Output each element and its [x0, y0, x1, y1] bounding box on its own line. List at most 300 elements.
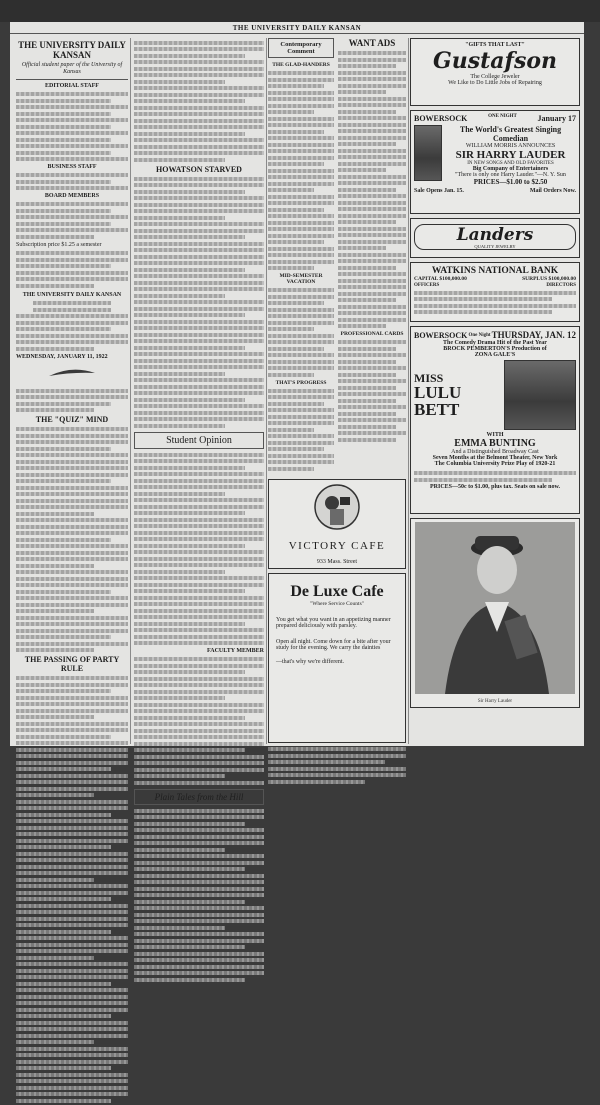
- text-line: [338, 227, 406, 231]
- deluxe-cafe-ad: [268, 573, 406, 743]
- text-line: [134, 550, 264, 554]
- text-line: [414, 304, 576, 308]
- quiz-mind-heading: THE "QUIZ" MIND: [35, 415, 109, 424]
- text-line: [16, 806, 128, 810]
- text-line: [134, 67, 264, 71]
- text-line: [16, 629, 128, 633]
- text-line: [268, 402, 324, 406]
- bowersock-heading: BOWERSOCK: [414, 114, 468, 123]
- text-line: [134, 385, 264, 389]
- text-line: [134, 151, 264, 155]
- text-line: [338, 431, 406, 435]
- text-line: [16, 819, 128, 823]
- text-line: [338, 116, 406, 120]
- faculty-signature: FACULTY MEMBER: [207, 647, 264, 654]
- column-rule: [266, 38, 267, 744]
- text-line: [338, 64, 396, 68]
- text-line: [16, 800, 128, 804]
- gustafson-logo: Gustafson: [432, 48, 558, 74]
- text-line: [268, 441, 334, 445]
- text-line: [268, 240, 324, 244]
- text-line: [16, 544, 128, 548]
- text-line: [16, 173, 128, 177]
- text-line: [338, 298, 396, 302]
- text-line: [134, 690, 264, 694]
- text-line: [134, 742, 264, 746]
- text-line: [268, 389, 334, 393]
- text-line: [134, 893, 264, 897]
- text-line: [134, 952, 264, 956]
- capital: CAPITAL $100,000.00: [414, 276, 467, 282]
- text-line: [134, 622, 245, 626]
- text-line: [16, 321, 128, 325]
- text-line: [16, 754, 128, 758]
- text-line: [268, 308, 334, 312]
- text-line: [16, 447, 111, 451]
- text-line: [268, 175, 334, 179]
- professional-cards-heading: PROFESSIONAL CARDS: [340, 331, 404, 337]
- text-line: [134, 222, 264, 226]
- text-line: [338, 149, 406, 153]
- text-line: [16, 722, 128, 726]
- text-line: [16, 1047, 128, 1051]
- text-line: [16, 936, 128, 940]
- text-line: [134, 670, 245, 674]
- text-line: [338, 194, 406, 198]
- text-line: [16, 440, 128, 444]
- text-line: [134, 657, 264, 661]
- text-line: [338, 305, 406, 309]
- text-line: [16, 891, 128, 895]
- text-line: [338, 175, 406, 179]
- gustafson-tagline: "GIFTS THAT LAST": [465, 42, 525, 48]
- text-line: [16, 1001, 128, 1005]
- board-heading: BOARD MEMBERS: [44, 193, 100, 199]
- text-line: [338, 259, 406, 263]
- mid-semester-heading: MID-SEMESTER VACATION: [279, 273, 323, 285]
- text-line: [134, 216, 225, 220]
- text-line: [134, 196, 264, 200]
- text-line: [268, 434, 334, 438]
- gustafson-line: We Like to Do Little Jobs of Repairing: [448, 80, 542, 86]
- text-line: [268, 110, 314, 114]
- text-line: [268, 78, 334, 82]
- quality-jewelry: QUALITY JEWELRY: [474, 243, 516, 249]
- only-one-quote: "There is only one Harry Lauder."—N. Y. Sun: [455, 172, 566, 178]
- text-line: [134, 531, 264, 535]
- text-line: [134, 203, 264, 207]
- text-line: [16, 235, 94, 239]
- text-line: [16, 402, 111, 406]
- text-line: [134, 320, 264, 324]
- lulu-bett-ad: [410, 326, 580, 514]
- text-line: [134, 913, 264, 917]
- harry-lauder-ad: [410, 110, 580, 214]
- text-line: [338, 405, 406, 409]
- zona-gale: ZONA GALE'S: [474, 352, 516, 358]
- pemberton-production: BROCK PEMBERTON'S Production of: [443, 346, 547, 352]
- text-line: [16, 284, 94, 288]
- text-line: [16, 538, 111, 542]
- gustafson-ad: [410, 38, 580, 106]
- text-line: [268, 360, 334, 364]
- text-line: [16, 1086, 128, 1090]
- surplus: SURPLUS $100,000.00: [522, 276, 576, 282]
- broadway-cast: And a Distinguished Broadway Cast: [451, 449, 539, 455]
- text-line: [16, 676, 128, 680]
- text-line: [16, 125, 111, 129]
- text-line: [268, 334, 334, 338]
- text-line: [16, 728, 128, 732]
- text-line: [16, 228, 128, 232]
- text-line: [16, 222, 111, 226]
- text-line: [16, 473, 128, 477]
- text-line: [338, 379, 406, 383]
- text-line: [16, 1092, 128, 1096]
- text-line: [338, 181, 406, 185]
- text-line: [134, 339, 264, 343]
- text-line: [16, 557, 128, 561]
- scan-border: [0, 0, 600, 22]
- text-line: [134, 677, 264, 681]
- text-line: [338, 71, 406, 75]
- text-line: [16, 590, 111, 594]
- column-rule: [408, 38, 409, 744]
- contemporary-comment-heading: Contemporary Comment: [268, 38, 334, 58]
- text-line: [134, 815, 264, 819]
- text-line: [134, 768, 264, 772]
- text-line: [268, 234, 334, 238]
- text-line: [134, 505, 264, 509]
- text-line: [134, 398, 245, 402]
- text-line: [16, 904, 128, 908]
- text-line: [338, 438, 396, 442]
- harry-lauder-photo: [410, 518, 580, 708]
- text-line: [268, 91, 334, 95]
- text-line: [16, 1079, 128, 1083]
- text-line: [268, 288, 334, 292]
- text-line: [16, 622, 128, 626]
- text-line: [338, 168, 386, 172]
- text-line: [268, 780, 365, 784]
- text-line: [134, 229, 264, 233]
- text-line: [134, 498, 264, 502]
- text-line: [268, 195, 334, 199]
- text-line: [16, 1099, 111, 1103]
- text-line: [134, 472, 264, 476]
- text-line: [134, 557, 264, 561]
- text-line: [16, 327, 111, 331]
- text-line: [16, 767, 111, 771]
- gustafson-sub: The College Jeweler: [470, 74, 520, 80]
- deluxe-tagline: "Where Service Counts": [310, 601, 364, 607]
- newspaper-page: [10, 22, 584, 802]
- text-line: [134, 242, 264, 246]
- pulitzer-note: The Columbia University Prize Play of 1920-21: [434, 461, 556, 467]
- text-line: [134, 965, 264, 969]
- text-line: [268, 421, 334, 425]
- text-line: [16, 609, 94, 613]
- text-line: [16, 202, 128, 206]
- text-line: [268, 353, 334, 357]
- text-line: [16, 596, 128, 600]
- text-line: [16, 486, 128, 490]
- text-line: [134, 809, 264, 813]
- text-line: [16, 144, 128, 148]
- text-line: [134, 209, 264, 213]
- text-line: [16, 215, 128, 219]
- text-line: [134, 54, 245, 58]
- text-line: [16, 499, 128, 503]
- text-line: [134, 900, 245, 904]
- text-line: [134, 703, 264, 707]
- text-line: [134, 485, 264, 489]
- text-line: [134, 417, 264, 421]
- text-line: [16, 112, 111, 116]
- text-line: [134, 828, 264, 832]
- text-line: [134, 365, 264, 369]
- text-line: [16, 813, 111, 817]
- text-line: [16, 492, 128, 496]
- text-line: [268, 143, 334, 147]
- text-line: [16, 648, 94, 652]
- text-line: [134, 848, 225, 852]
- text-line: [134, 524, 264, 528]
- text-line: [16, 180, 111, 184]
- text-line: [134, 926, 225, 930]
- text-line: [134, 352, 264, 356]
- text-line: [414, 310, 552, 314]
- text-line: [134, 333, 264, 337]
- text-line: [134, 628, 264, 632]
- lauder-sub: IN NEW SONGS AND OLD FAVORITES: [467, 161, 554, 166]
- comedy-hit: The Comedy Drama Hit of the Past Year: [443, 340, 547, 346]
- text-line: [16, 709, 128, 713]
- text-line: [268, 460, 334, 464]
- text-line: [134, 190, 245, 194]
- text-line: [134, 300, 264, 304]
- text-line: [338, 386, 396, 390]
- text-line: [338, 220, 396, 224]
- text-line: [338, 155, 406, 159]
- text-line: [16, 389, 128, 393]
- text-line: [134, 880, 264, 884]
- text-line: [134, 854, 264, 858]
- morris-announces: WILLIAM MORRIS ANNOUNCES: [465, 143, 556, 149]
- text-line: [338, 318, 406, 322]
- text-line: [16, 858, 128, 862]
- text-line: [16, 271, 128, 275]
- text-line: [338, 285, 406, 289]
- text-line: [268, 162, 324, 166]
- text-line: [134, 404, 264, 408]
- text-line: [134, 511, 245, 515]
- text-line: [268, 373, 314, 377]
- text-line: [16, 186, 128, 190]
- text-line: [16, 105, 128, 109]
- text-line: [338, 279, 406, 283]
- text-line: [268, 188, 314, 192]
- text-line: [134, 359, 264, 363]
- text-line: [134, 971, 264, 975]
- text-line: [134, 281, 264, 285]
- lauder-prices: PRICES—$1.00 to $2.50: [473, 178, 548, 186]
- mail-orders: Mail Orders Now.: [529, 188, 576, 194]
- text-line: [268, 247, 334, 251]
- text-line: [134, 589, 245, 593]
- text-line: [16, 774, 128, 778]
- text-line: [16, 583, 128, 587]
- text-line: [134, 183, 264, 187]
- quill-ornament: [16, 366, 128, 384]
- text-line: [16, 1027, 128, 1031]
- text-line: [268, 767, 406, 771]
- dateline: WEDNESDAY, JANUARY 11, 1922: [16, 353, 108, 360]
- text-line: [134, 932, 264, 936]
- title-lulu-bett: LULU BETT: [414, 383, 462, 419]
- column-comment-ads: [268, 38, 406, 786]
- photo-caption: Sir Harry Lauder: [477, 699, 513, 704]
- text-line: [268, 321, 334, 325]
- text-line: [268, 760, 385, 764]
- text-line: [16, 258, 128, 262]
- text-line: [16, 518, 128, 522]
- deluxe-close: —that's why we're different.: [276, 659, 345, 665]
- text-line: [16, 157, 128, 161]
- text-line: [16, 826, 128, 830]
- text-line: [134, 867, 245, 871]
- text-line: [268, 301, 324, 305]
- text-line: [16, 642, 128, 646]
- lulu-prices: PRICES—50c to $1.00, plus tax. Seats on sale now.: [429, 484, 560, 490]
- text-line: [134, 709, 264, 713]
- text-line: [16, 635, 111, 639]
- text-line: [16, 1060, 128, 1064]
- text-line: [338, 77, 406, 81]
- text-line: [134, 641, 264, 645]
- text-line: [16, 871, 128, 875]
- belmont-run: Seven Months at the Belmont Theater, New York: [432, 455, 558, 461]
- text-line: [134, 537, 264, 541]
- text-line: [16, 715, 94, 719]
- text-line: [268, 221, 334, 225]
- text-line: [134, 518, 264, 522]
- text-line: [338, 84, 406, 88]
- text-line: [33, 308, 111, 312]
- text-line: [16, 917, 128, 921]
- text-line: [338, 240, 406, 244]
- text-line: [16, 347, 94, 351]
- text-line: [134, 268, 245, 272]
- text-line: [16, 264, 111, 268]
- text-line: [134, 570, 225, 574]
- one-night2-label: One Night: [468, 332, 491, 338]
- text-line: [16, 884, 128, 888]
- text-line: [16, 878, 94, 882]
- text-line: [134, 378, 264, 382]
- column-articles: [134, 38, 264, 984]
- text-line: [338, 373, 396, 377]
- text-line: [134, 313, 245, 317]
- text-line: [16, 570, 128, 574]
- text-line: [134, 729, 264, 733]
- text-line: [268, 214, 334, 218]
- text-line: [134, 696, 225, 700]
- greatest-comedian: The World's Greatest Singing Comedian: [459, 125, 562, 143]
- text-line: [134, 60, 264, 64]
- text-line: [338, 366, 406, 370]
- text-line: [16, 923, 128, 927]
- masthead: THE UNIVERSITY DAILY KANSAN: [10, 22, 584, 34]
- text-line: [268, 208, 324, 212]
- text-line: [338, 110, 396, 114]
- lauder-name: SIR HARRY LAUDER: [455, 149, 566, 161]
- text-line: [268, 754, 406, 758]
- text-line: [16, 748, 128, 752]
- text-line: [134, 683, 264, 687]
- text-line: [16, 427, 128, 431]
- text-line: [338, 162, 406, 166]
- text-line: [16, 251, 128, 255]
- text-line: [134, 748, 245, 752]
- text-line: [134, 906, 264, 910]
- text-line: [268, 408, 334, 412]
- text-line: [268, 428, 314, 432]
- text-line: [16, 131, 128, 135]
- text-line: [268, 395, 334, 399]
- title-miss: MISS: [414, 371, 444, 385]
- text-line: [16, 408, 94, 412]
- text-line: [134, 761, 264, 765]
- victory-name: VICTORY CAFE: [288, 540, 386, 552]
- text-line: [16, 975, 128, 979]
- text-line: [338, 340, 406, 344]
- text-line: [33, 301, 111, 305]
- big-company: Big Company of Entertainers: [472, 166, 549, 172]
- text-line: [16, 956, 94, 960]
- text-line: [268, 227, 334, 231]
- text-line: [268, 123, 334, 127]
- deluxe-name: De Luxe Cafe: [290, 583, 384, 600]
- text-line: [134, 112, 264, 116]
- text-line: [16, 434, 128, 438]
- text-line: [338, 425, 396, 429]
- text-line: [134, 73, 264, 77]
- text-line: [16, 995, 128, 999]
- watkins-bank-ad: [410, 262, 580, 322]
- text-line: [134, 583, 264, 587]
- emma-bunting: EMMA BUNTING: [454, 438, 536, 449]
- text-line: [134, 939, 264, 943]
- text-line: [16, 1014, 111, 1018]
- landers-ad: [410, 218, 580, 258]
- text-line: [134, 346, 245, 350]
- text-line: [134, 479, 264, 483]
- text-line: [268, 266, 314, 270]
- divider: [16, 79, 128, 80]
- text-line: [268, 156, 334, 160]
- text-line: [134, 287, 264, 291]
- text-line: [16, 512, 94, 516]
- text-line: [16, 1008, 128, 1012]
- text-line: [338, 103, 406, 107]
- text-line: [134, 80, 225, 84]
- text-line: [16, 761, 128, 765]
- text-line: [16, 525, 128, 529]
- text-line: [16, 209, 111, 213]
- text-line: [134, 861, 264, 865]
- text-line: [134, 93, 264, 97]
